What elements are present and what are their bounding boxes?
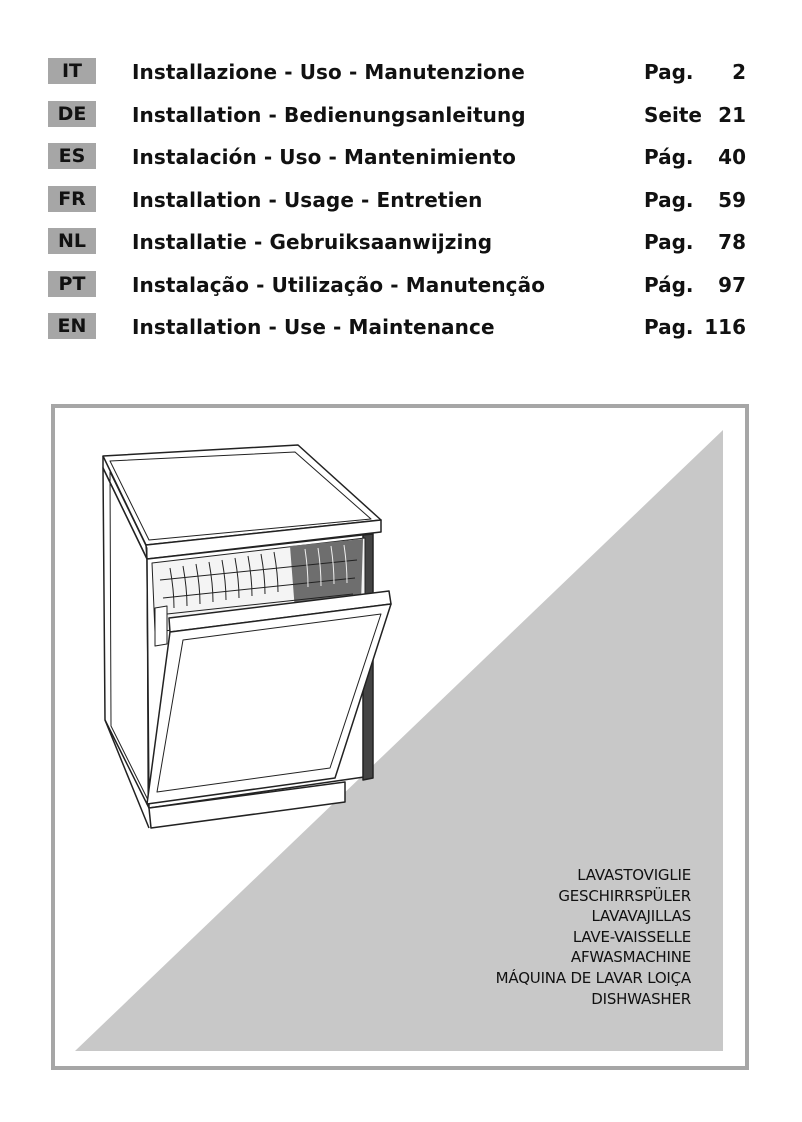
- page-label: Pag.: [644, 60, 694, 84]
- product-name-nl: AFWASMACHINE: [570, 948, 691, 967]
- language-badge: IT: [48, 58, 96, 84]
- page-label: Pág.: [644, 145, 694, 169]
- cover-illustration-frame: [51, 404, 749, 1070]
- language-badge: DE: [48, 101, 96, 127]
- section-title: Installazione - Uso - Manutenzione: [132, 60, 525, 84]
- product-name-list: [496, 865, 691, 1009]
- product-name-en: DISHWASHER: [591, 989, 691, 1008]
- product-name-pt: MÁQUINA DE LAVAR LOIÇA: [495, 968, 691, 987]
- toc-row-it[interactable]: [0, 58, 802, 88]
- language-badge: FR: [48, 186, 96, 212]
- page-number: 97: [718, 273, 746, 297]
- page-number: 40: [718, 145, 746, 169]
- toc-row-nl[interactable]: [0, 228, 802, 258]
- page-number: 2: [732, 60, 746, 84]
- page-label: Pag.: [644, 230, 694, 254]
- product-name-fr: LAVE-VAISSELLE: [572, 927, 691, 946]
- language-badge: ES: [48, 143, 96, 169]
- dishwasher-icon: [103, 445, 391, 828]
- toc-row-fr[interactable]: [0, 186, 802, 216]
- page-label: Seite: [644, 103, 702, 127]
- product-name-it: LAVASTOVIGLIE: [577, 866, 691, 884]
- toc-row-en[interactable]: [0, 313, 802, 343]
- product-name-es: LAVAVAJILLAS: [591, 907, 691, 926]
- section-title: Installation - Usage - Entretien: [132, 188, 483, 212]
- toc-row-de[interactable]: [0, 101, 802, 131]
- page-number: 116: [704, 315, 746, 339]
- section-title: Installation - Bedienungsanleitung: [132, 103, 526, 127]
- page-number: 78: [718, 230, 746, 254]
- language-badge: NL: [48, 228, 96, 254]
- language-badge: PT: [48, 271, 96, 297]
- page-label: Pag.: [644, 315, 694, 339]
- page-number: 59: [718, 188, 746, 212]
- toc-row-es[interactable]: [0, 143, 802, 173]
- page-label: Pág.: [644, 273, 694, 297]
- section-title: Installatie - Gebruiksaanwijzing: [132, 230, 493, 254]
- section-title: Instalação - Utilização - Manutenção: [132, 273, 546, 297]
- toc-row-pt[interactable]: [0, 271, 802, 301]
- language-badge: EN: [48, 313, 96, 339]
- section-title: Instalación - Uso - Mantenimiento: [132, 145, 516, 169]
- page-label: Pag.: [644, 188, 694, 212]
- page-number: 21: [718, 103, 746, 127]
- product-name-de: GESCHIRRSPÜLER: [558, 886, 691, 905]
- section-title: Installation - Use - Maintenance: [132, 315, 495, 339]
